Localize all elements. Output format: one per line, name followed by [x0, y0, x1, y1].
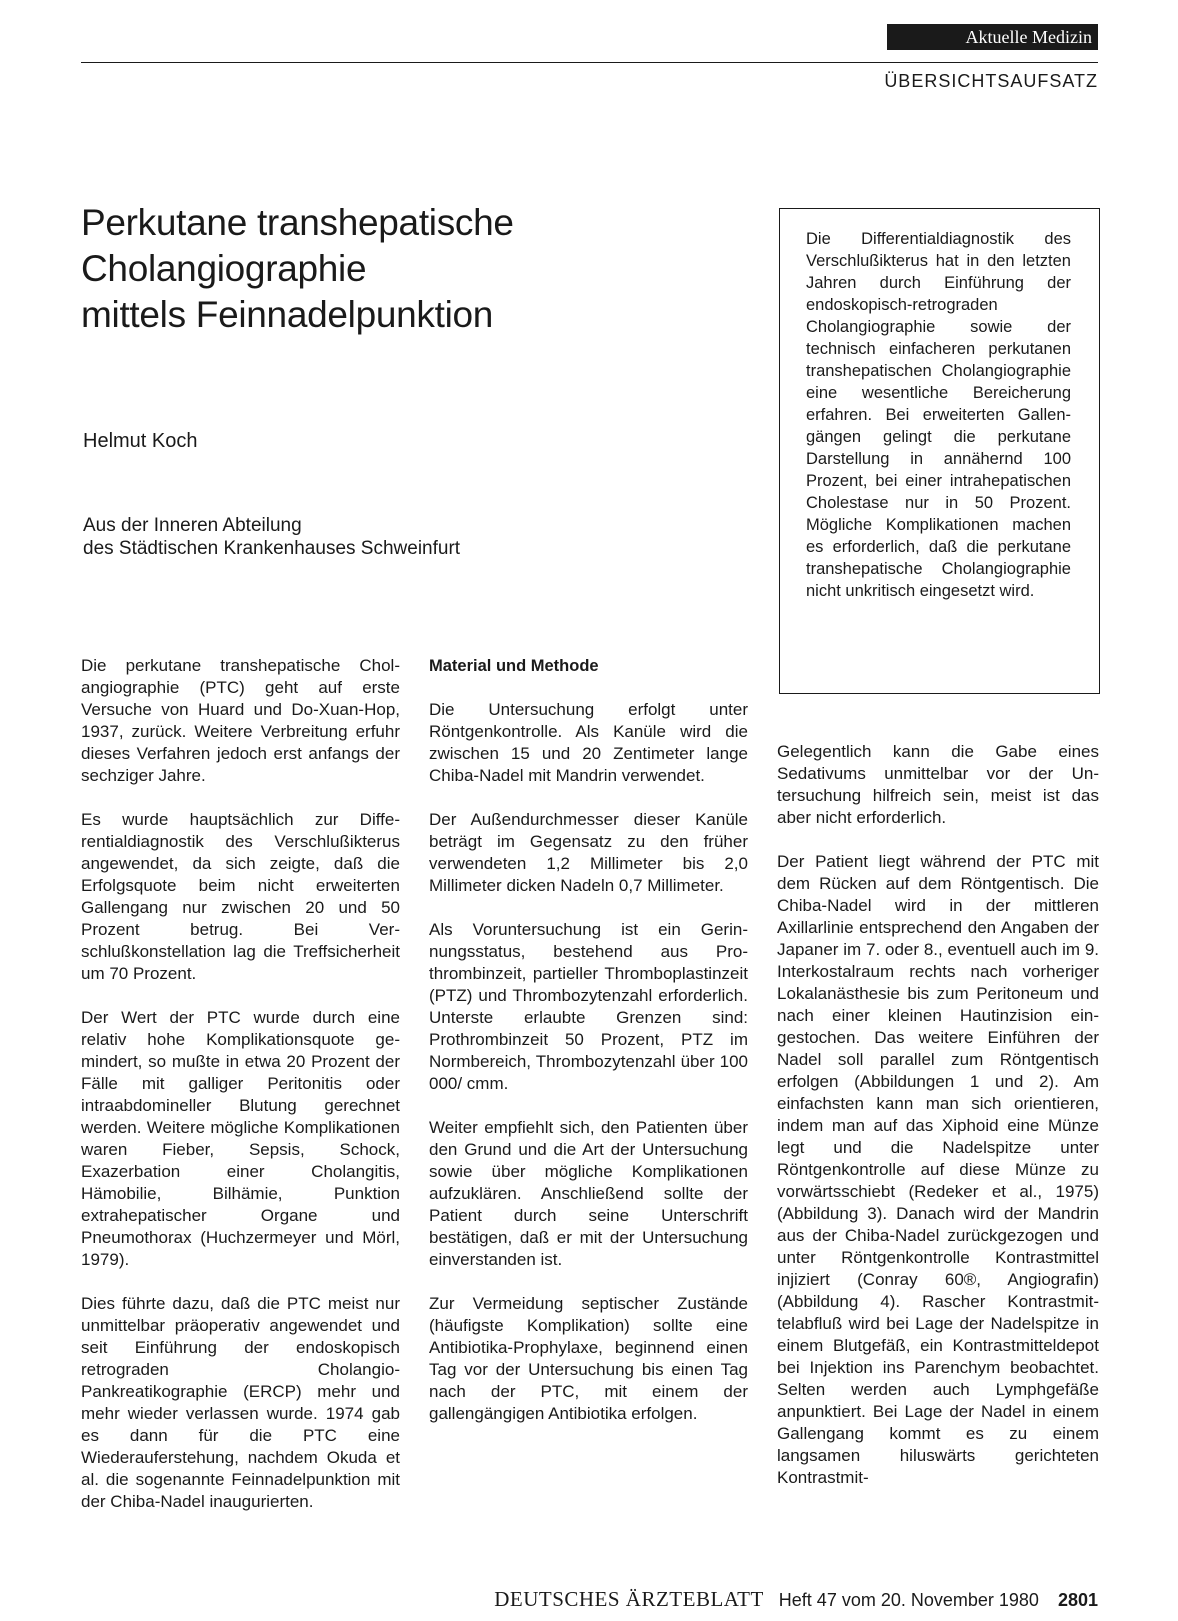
- issue-info: Heft 47 vom 20. November 1980: [778, 1590, 1039, 1610]
- header-divider: [81, 62, 1098, 63]
- paragraph: Der Außendurchmesser dieser Kanüle beträgt im Gegensatz zu den früher verwendeten 1,2 Millimeter bis 2,0 Millimeter dicken Nadeln 0,7 Millimeter.: [429, 810, 748, 895]
- paragraph: Die Untersuchung erfolgt unter Röntgenkontrolle. Als Kanüle wird die zwischen 15 und 20 Zentimeter lange Chiba-Nadel mit Mandrin verwendet.: [429, 700, 748, 785]
- section-label: Aktuelle Medizin: [887, 24, 1098, 50]
- title-line: mittels Feinnadelpunktion: [81, 294, 494, 335]
- title-line: Perkutane transhepatische: [81, 202, 514, 243]
- article-title: [81, 200, 701, 338]
- abstract-box: [779, 208, 1100, 694]
- paragraph: Es wurde hauptsächlich zur Differentialdiagnostik des Verschlußikterus angewendet, da sich zeigte, daß die Erfolgsquote beim nicht erweiterten Gallengang nur zwischen 20 und 50 Prozent betrug. Bei Verschlußkonstellation lag die Treffsicherheit um 70 Prozent.: [81, 810, 400, 983]
- article-type: ÜBERSICHTSAUFSATZ: [884, 71, 1098, 91]
- paragraph: Weiter empfiehlt sich, den Patienten über den Grund und die Art der Untersuchung sowie über mögliche Komplikationen aufzuklären. Anschließend sollte der Patient durch seine Unterschrift bestätigen, daß er mit der Untersuchung einverstanden ist.: [429, 1118, 748, 1269]
- text-column-3: [777, 741, 1099, 1511]
- text-column-2: [429, 655, 748, 1447]
- author-name: Helmut Koch: [83, 430, 198, 452]
- section-heading: Material und Methode: [429, 657, 599, 675]
- affiliation-line: Aus der Inneren Abteilung: [83, 515, 302, 536]
- paragraph: Der Wert der PTC wurde durch eine relativ hohe Komplikationsquote gemindert, so mußte in etwa 20 Prozent der Fälle mit galliger Peritonitis oder intraabdomineller Blutung gerechnet werden. Weitere mögliche Komplikationen waren Fieber, Sepsis, Schock, Exazerbation einer Cholangitis, Hämobilie, Bilhämie, Punktion extrahepatischer Organe und Pneumothorax (Huchzermeyer und Mörl, 1979).: [81, 1008, 400, 1269]
- text-column-1: [81, 655, 400, 1535]
- paragraph: Gelegentlich kann die Gabe eines Sedativums unmittelbar vor der Untersuchung hilfreich sein, meist ist das aber nicht erforderlich.: [777, 742, 1099, 827]
- paragraph: Dies führte dazu, daß die PTC meist nur unmittelbar präoperativ angewendet und seit Einführung der endoskopisch retrograden Cholangio-Pankreatikographie (ERCP) mehr und mehr wieder verlassen wurde. 1974 gab es dann für die PTC eine Wiederauferstehung, nachdem Okuda et al. die sogenannte Feinnadelpunktion mit der Chiba-Nadel inaugurierten.: [81, 1294, 400, 1511]
- affiliation: [83, 514, 643, 560]
- paragraph: Die perkutane transhepatische Cholangiographie (PTC) geht auf erste Versuche von Huard und Do-Xuan-Hop, 1937, zurück. Weitere Verbreitung erfuhr dieses Verfahren jedoch erst anfangs der sechziger Jahre.: [81, 656, 400, 785]
- page-footer: [396, 1587, 1098, 1612]
- paragraph: Der Patient liegt während der PTC mit dem Rücken auf dem Röntgentisch. Die Chiba-Nadel wird in der mittleren Axillarlinie entsprechend den Angaben der Japaner im 7. oder 8., eventuell auch im 9. Interkostalraum rechts nach vorheriger Lokalanästhesie bis zum Peritoneum und nach einer kleinen Hautinzision eingestochen. Das weitere Einführen der Nadel soll parallel zum Röntgentisch erfolgen (Abbildungen 1 und 2). Am einfachsten kann man sich orientieren, indem man auf das Xiphoid eine Münze legt und die Nadelspitze unter Röntgenkontrolle auf diese Münze zu vorwärtsschiebt (Redeker et al., 1975) (Abbildung 3). Danach wird der Mandrin aus der Chiba-Nadel zurückgezogen und unter Röntgenkontrolle Kontrastmittel injiziert (Conray 60®, Angiografin) (Abbildung 4). Rascher Kontrastmittelabfluß wird bei Lage der Nadelspitze in einem Blutgefäß, ein Kontrastmitteldepot bei Injektion ins Parenchym beobachtet. Selten werden auch Lymphgefäße anpunktiert. Bei Lage der Nadel in einem Gallengang kommt es zu einem langsamen hiluswärts gerichteten Kontrastmit-: [777, 852, 1099, 1487]
- affiliation-line: des Städtischen Krankenhauses Schweinfurt: [83, 538, 461, 559]
- paragraph: Zur Vermeidung septischer Zustände (häufigste Komplikation) sollte eine Antibiotika-Prophylaxe, beginnend einen Tag vor der Untersuchung bis einen Tag nach der PTC, mit einem der gallengängigen Antibiotika erfolgen.: [429, 1294, 748, 1423]
- paragraph: Als Voruntersuchung ist ein Gerinnungsstatus, bestehend aus Prothrombinzeit, partieller Thromboplastinzeit (PTZ) und Thrombozytenzahl erforderlich. Unterste erlaubte Grenzen sind: Prothrombinzeit 50 Prozent, PTZ im Normbereich, Thrombozytenzahl über 100 000/ cmm.: [429, 920, 748, 1093]
- title-line: Cholangiographie: [81, 248, 367, 289]
- journal-name: DEUTSCHES ÄRZTEBLATT: [494, 1587, 764, 1611]
- abstract-text: Die Differentialdiagnostik des Verschlußikterus hat in den letzten Jahren durch Einführung der endoskopisch-retrograden Cholangiographie sowie der technisch einfacheren perkutanen transhepatischen Cholangiographie eine wesentliche Bereicherung erfahren. Bei erweiterten Gallengängen gelingt die perkutane Darstellung in annähernd 100 Prozent, bei einer intrahepatischen Cholestase nur in 50 Prozent. Mögliche Komplikationen machen es erforderlich, daß die perkutane transhepatische Cholangiographie nicht unkritisch eingesetzt wird.: [806, 230, 1071, 600]
- page-number: 2801: [1057, 1590, 1098, 1610]
